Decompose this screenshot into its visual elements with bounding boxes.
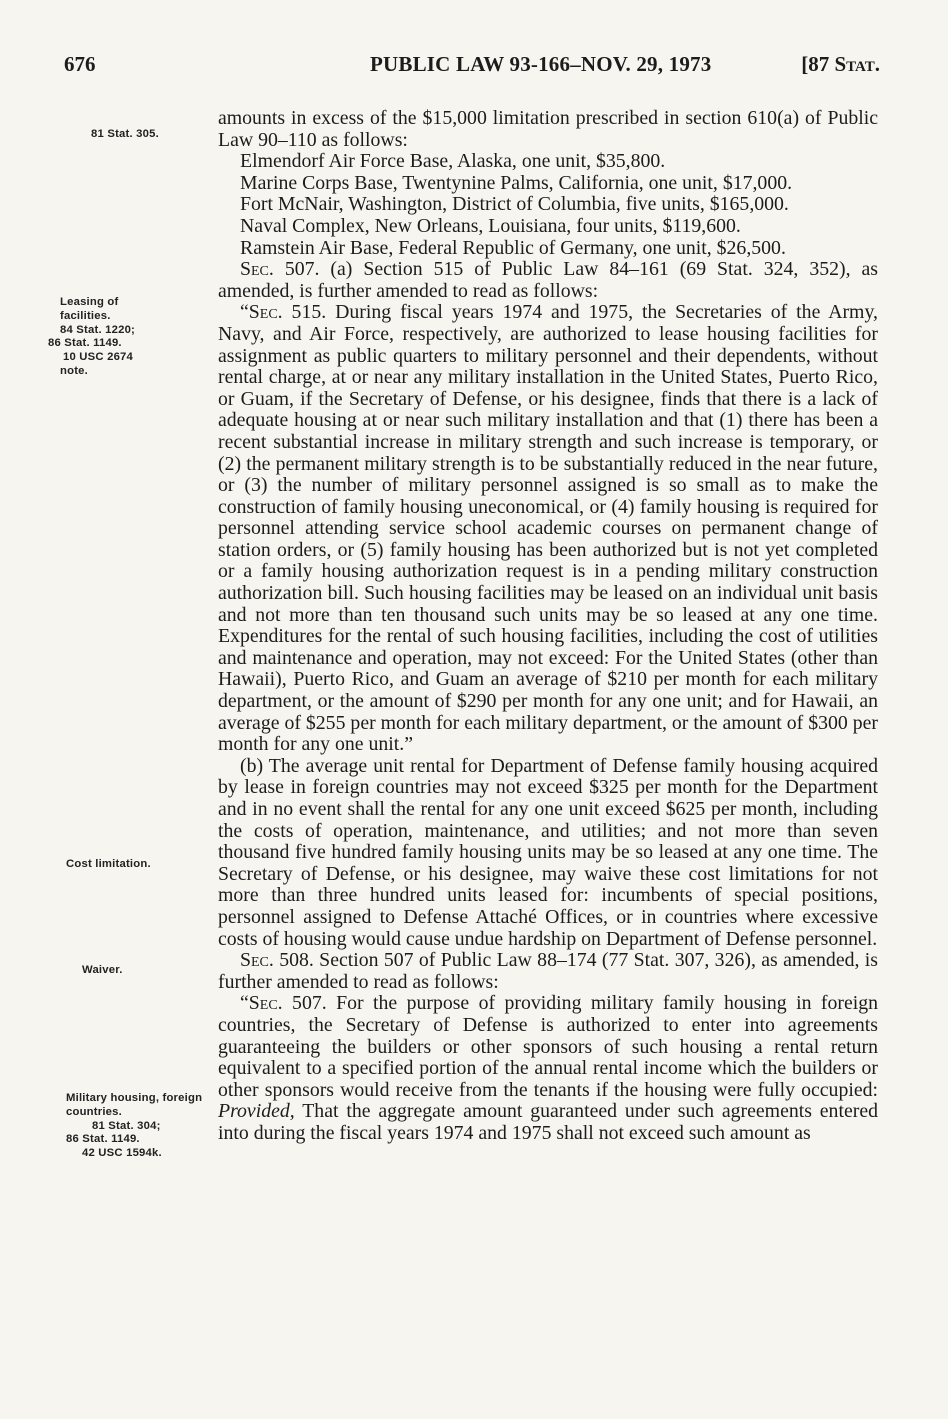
paragraph-intro: amounts in excess of the $15,000 limitation prescribed in section 610(a) of Public Law 90–110 as follows: [218,107,878,151]
military-ref-1: 81 Stat. 304; [92,1119,161,1132]
leasing-ref-2: 86 Stat. 1149. [48,337,122,350]
military-ref-3: 42 USC 1594k. [82,1147,162,1160]
section-508-intro: Sec. 508. Section 507 of Public Law 88–174 (77 Stat. 307, 326), as amended, is further amended to read as follows: [218,949,878,993]
section-507-intro: Sec. 507. (a) Section 515 of Public Law 84–161 (69 Stat. 324, 352), as amended, is further amended to read as follows: [218,258,878,302]
page-number: 676 [64,52,96,76]
page-header [64,52,884,82]
list-item-ramstein: Ramstein Air Base, Federal Republic of Germany, one unit, $26,500. [240,236,786,259]
leasing-ref-1: 84 Stat. 1220; [60,323,136,336]
section-515-text: “Sec. 515. During fiscal years 1974 and 1975, the Secretaries of the Army, Navy, and Air Force, respectively, are authorized to lease housing facilities for assignment as public quarters to military personnel and their dependents, without rental charge, at or near any military installation in the United States, Puerto Rico, or Guam, if the Secretary of Defense, or his designee, finds that there is a lack of adequate housing at or near such military installation and that (1) there has been a recent substantial increase in military strength and such increase is temporary, or (2) the permanent military strength is to be substantially reduced in the near future, or (3) the number of military personnel assigned is so small as to make the construction of family housing uneconomical, or (4) family housing is required for personnel attending service school academic courses on permanent change of station orders, or (5) family housing has been authorized but is not yet completed or a family housing authorization request is in a pending military construction authorization bill. Such housing facilities may be leased on an individual unit basis and not more than ten thousand such units may be so leased at any one time. Expenditures for the rental of such housing facilities, including the cost of utilities and maintenance and operation, may not exceed: For the United States (other than Hawaii), Puerto Rico, and Guam an average of $210 per month for each military department, or the amount of $290 per month for any one unit; and for Hawaii, an average of $255 per month for each military department, or the amount of $300 per month for any one unit.” [218,301,878,756]
volume-prefix: [87 [801,52,835,76]
volume-reference [801,52,880,77]
leasing-title: Leasing of facilities. [60,296,119,322]
running-title: PUBLIC LAW 93-166–NOV. 29, 1973 [370,52,712,76]
list-item-fort-mcnair: Fort McNair, Washington, District of Columbia, five units, $165,000. [240,193,789,216]
military-ref-2: 86 Stat. 1149. [66,1133,140,1146]
margin-note-leasing [40,296,210,379]
body-text [218,108,878,1145]
margin-note-waiver: Waiver. [82,964,123,976]
margin-note-military-housing [40,1092,210,1161]
leasing-ref-4: note. [60,364,88,377]
margin-note-stat-305: 81 Stat. 305. [91,128,159,140]
list-item-naval-complex: Naval Complex, New Orleans, Louisiana, four units, $119,600. [240,214,741,237]
volume-suffix: Stat. [834,52,880,76]
list-item-marine-corps: Marine Corps Base, Twentynine Palms, California, one unit, $17,000. [240,171,793,194]
list-item-elmendorf: Elmendorf Air Force Base, Alaska, one unit, $35,800. [240,150,666,173]
paragraph-b: (b) The average unit rental for Department of Defense family housing acquired by lease in foreign countries may not exceed $325 per month for the Department and in no event shall the rental for any one unit exceed $625 per month, including the costs of operation, maintenance, and utilities; and not more than seven thousand five hundred family housing units may be so leased at any one time. The Secretary of Defense, or his designee, may waive these cost limitations for not more than three hundred units leased for: incumbents of special positions, personnel assigned to Defense Attaché Offices, or in countries where excessive costs of housing would cause undue hardship on Department of Defense personnel. [218,754,878,950]
margin-note-cost-limitation: Cost limitation. [66,858,151,870]
section-507-text: “Sec. 507. For the purpose of providing military family housing in foreign countries, the Secretary of Defense is authorized to enter into agreements guaranteeing the builders or other sponsors of such housing a rental return equivalent to a specified portion of the annual rental income which the builders or other sponsors would receive from the tenants if the housing were fully occupied: Provided, That the aggregate amount guaranteed under such agreements entered into during the fiscal years 1974 and 1975 shall not exceed such amount as [218,992,878,1144]
military-title: Military housing, foreign countries. [66,1092,203,1118]
leasing-ref-3: 10 USC 2674 [63,351,134,364]
